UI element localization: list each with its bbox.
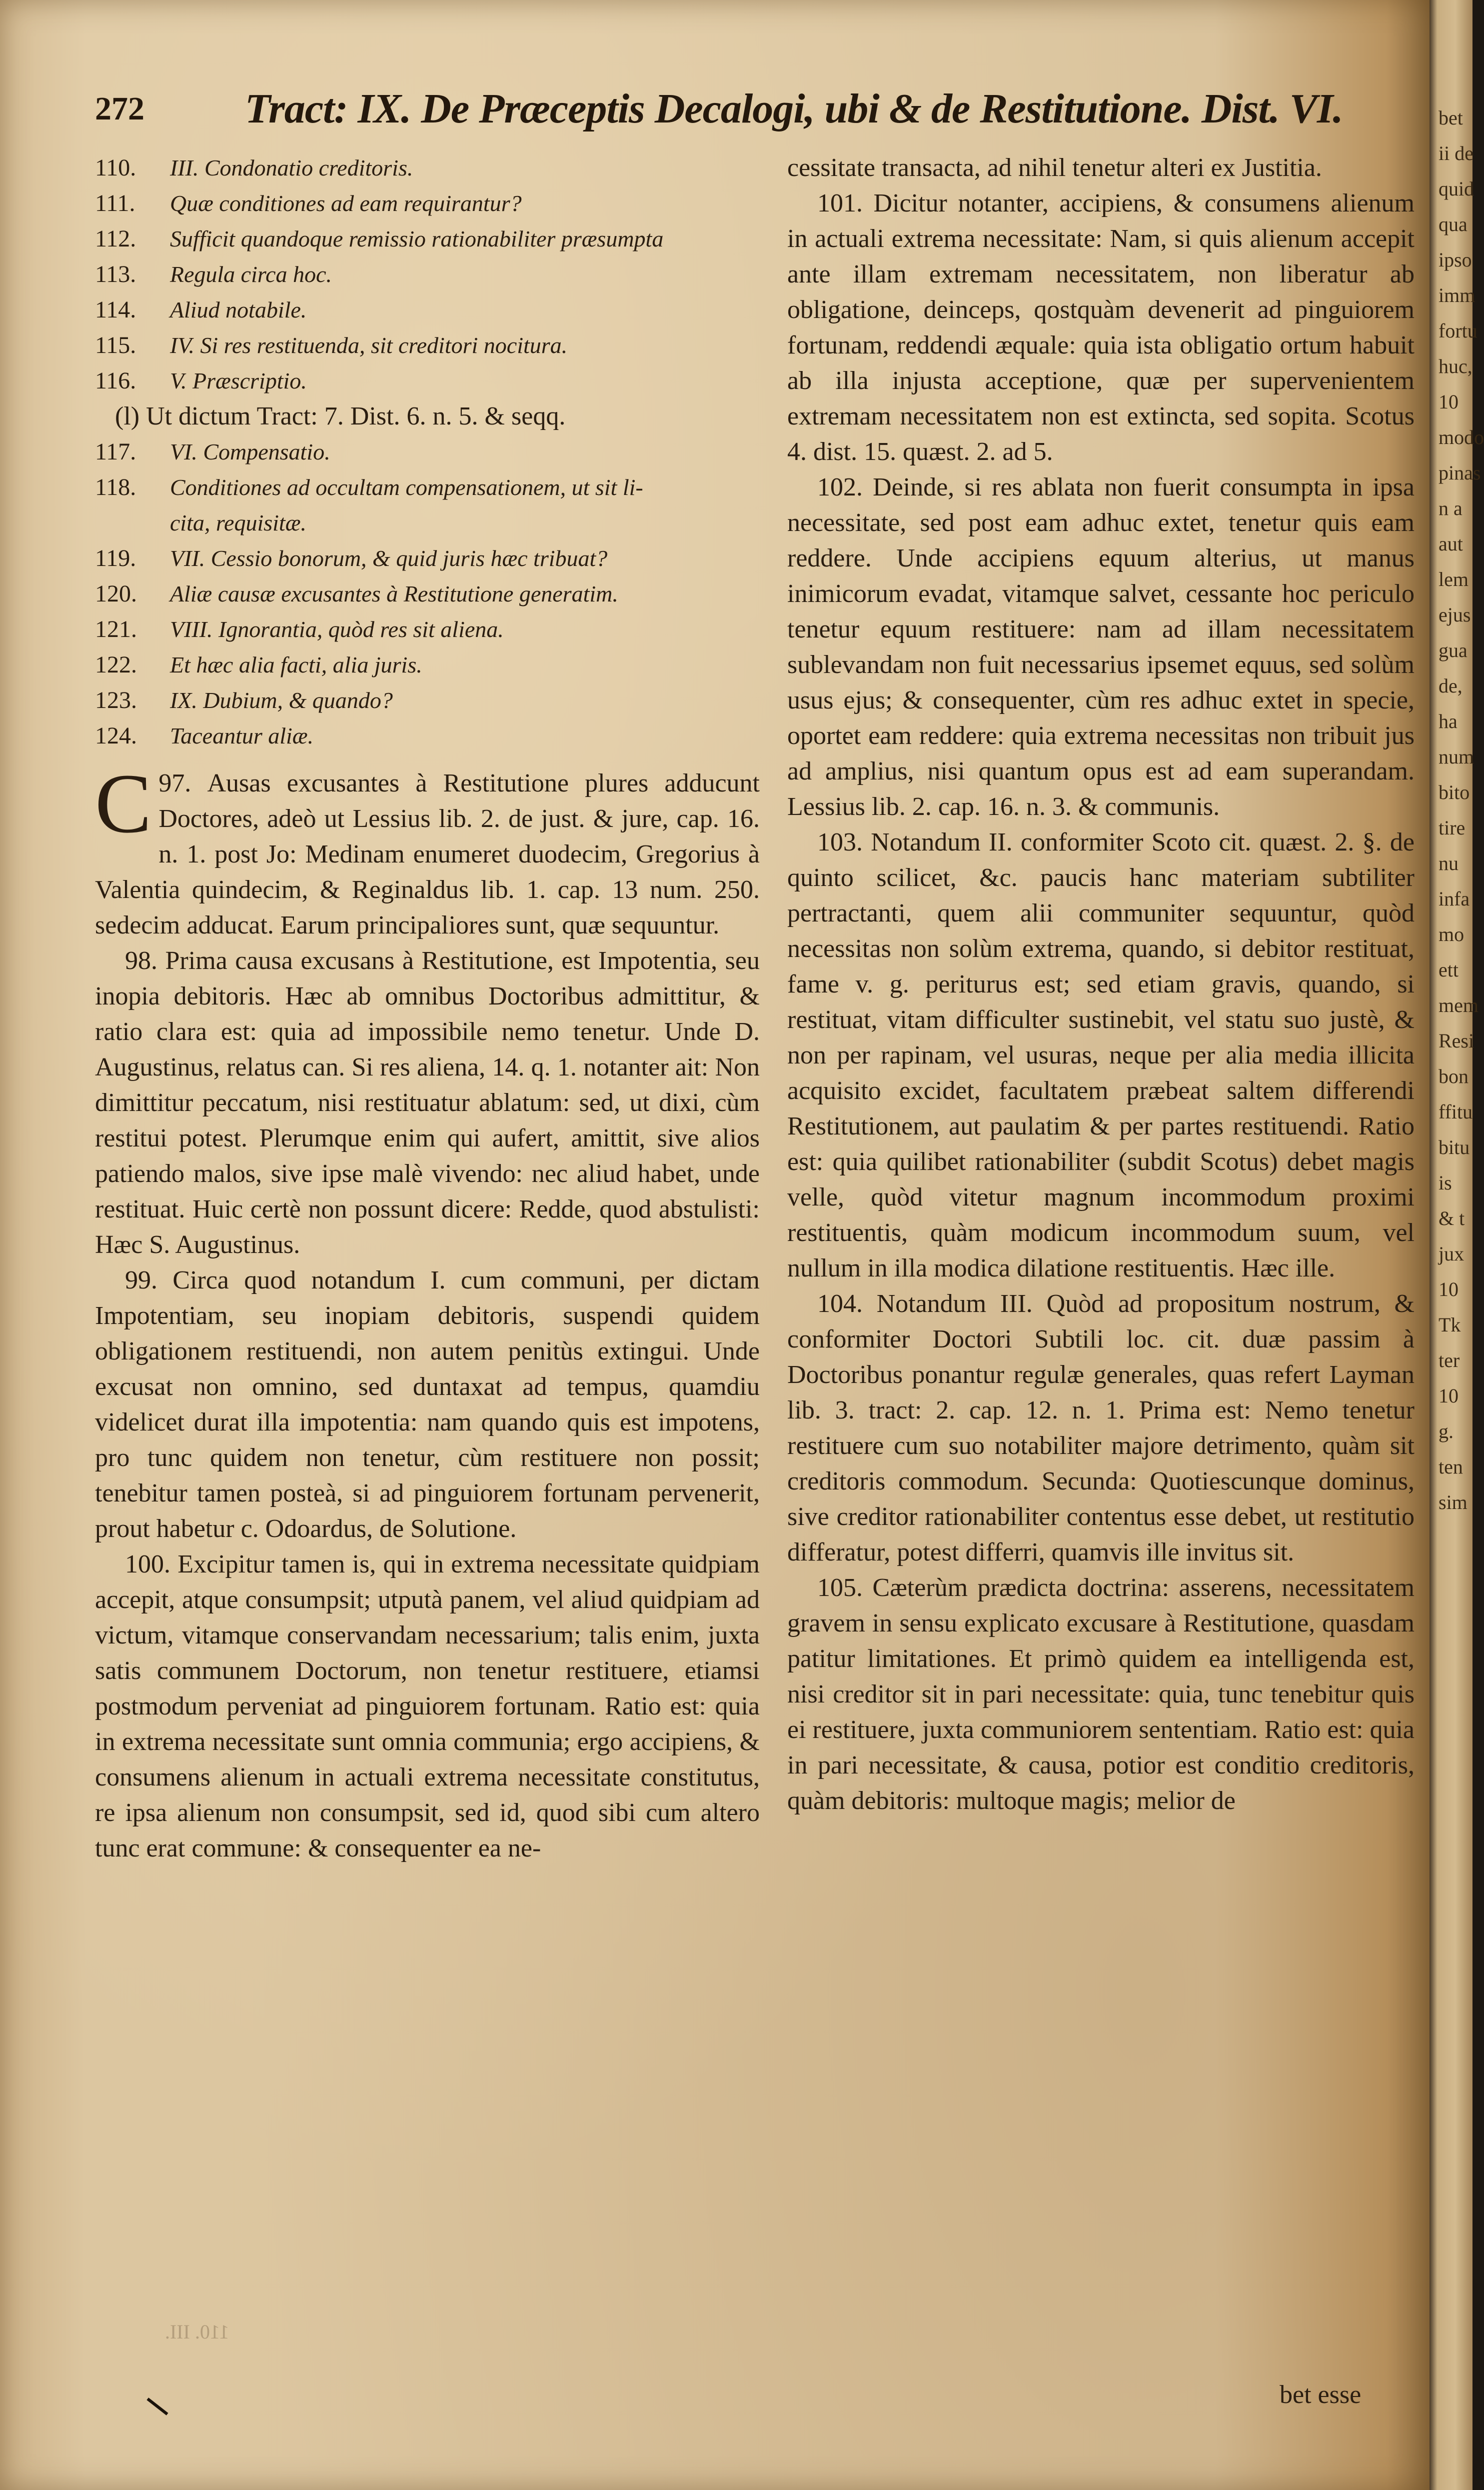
adjacent-page-fragment: fortu	[1439, 320, 1478, 342]
adjacent-page-fragment: g.	[1439, 1420, 1454, 1442]
drop-capital: C	[95, 756, 152, 850]
running-header	[95, 79, 1405, 139]
adjacent-page-fragment: gua	[1439, 639, 1468, 662]
adjacent-page-fragment: quid	[1439, 178, 1475, 200]
toc-item: 114. Aliud notabile.	[95, 296, 307, 323]
catchword: bet esse	[1280, 2380, 1362, 2409]
adjacent-page-fragment: bitu	[1439, 1136, 1470, 1158]
paragraph-97	[95, 756, 760, 943]
paragraph-99: 99. Circa quod notandum I. cum communi, per dictam Impotentiam, seu inopiam debitoris, suspendi quidem obligationem restituendi, non autem penitùs extingui. Unde excusat non omnino, sed duntaxat ad tempus, quamdiu videlicet durat illa impotentia: nam quando quis est impotens, pro tunc quidem non tenetur, cùm restituere non possit; tenebitur tamen posteà, si ad pinguiorem fortunam pervenerit, prout habetur c. Odoardus, de Solutione.	[95, 1266, 760, 1543]
adjacent-page-fragment: bon	[1439, 1065, 1469, 1088]
adjacent-page-fragment: num	[1439, 746, 1475, 768]
adjacent-page-fragment: sim	[1439, 1491, 1468, 1514]
toc-block	[95, 150, 760, 754]
page-number: 272	[95, 90, 144, 127]
adjacent-page-fragment: aut	[1439, 532, 1463, 555]
adjacent-page-fragment: 10	[1439, 1384, 1459, 1407]
left-column	[95, 150, 760, 1866]
adjacent-page-fragment: Tk	[1439, 1314, 1461, 1336]
adjacent-page-fragment: ejus	[1439, 604, 1471, 626]
adjacent-page-fragment: ten	[1439, 1456, 1463, 1478]
adjacent-page-fragment: 10	[1439, 1278, 1459, 1300]
adjacent-page-fragment: 10	[1439, 390, 1459, 413]
paragraph-100-continued: cessitate transacta, ad nihil tenetur alteri ex Justitia.	[787, 154, 1322, 182]
toc-item: 112. Sufficit quandoque remissio rationabiliter præsumpta	[95, 226, 664, 252]
toc-item: 116. V. Præscriptio.	[95, 368, 307, 394]
running-title: Tract: IX. De Præceptis Decalogi, ubi & de Restitutione. Dist. VI.	[245, 86, 1343, 132]
adjacent-page-fragment: ipso	[1439, 248, 1472, 271]
toc-item: 120. Aliæ causæ excusantes à Restitutione generatim.	[95, 580, 618, 607]
adjacent-page-fragment: Resi	[1439, 1030, 1475, 1052]
adjacent-page-fragment: modo	[1439, 426, 1484, 448]
adjacent-page-fragment: mo	[1439, 923, 1465, 946]
adjacent-page-fragment: huc,	[1439, 355, 1473, 378]
paragraph-102: 102. Deinde, si res ablata non fuerit consumpta in ipsa necessitate, sed post eam adhuc extet, tenetur quis eam reddere. Unde accipiens equum alterius, ut manus inimicorum evadat, vitamque salvet, cessante hoc periculo tenetur equum restituere: nam ad illam necessitatem sublevandam non fuit necessarius ipsemet equus, sed solùm usus ejus; & consequenter, cùm res adhuc extet in specie, oportet eam reddere: quia extrema necessitas non tribuit jus ad amplius, nisi quantum opus est ad eam superandam. Lessius lib. 2. cap. 16. n. 3. & communis.	[787, 473, 1415, 821]
adjacent-page-fragment: pinas	[1439, 462, 1481, 484]
toc-item: 118. Conditiones ad occultam compensationem, ut sit li-	[95, 474, 643, 500]
paragraph-103: 103. Notandum II. conformiter Scoto cit. quæst. 2. §. de quinto scilicet, &c. paucis hanc materiam subtiliter pertractanti, quem alii communiter sequuntur, quòd necessitas non solùm extrema, quando, si debitor restituat, fame v. g. periturus est; sed etiam gravis, quando, si restituat, vitam difficulter sustinebit, vel statu suo justè, & non per rapinam, vel usuras, neque per alia media illicita acquisito excidet, facultatem præbeat saltem differendi Restitutionem, aut paulatim & per partes restituendi. Ratio est: quia quilibet rationabiliter (subdit Scotus) debet magis velle, quòd vitetur magnum incommodum proximi restituentis, quàm modicum incommodum suum, vel nullum in illa modica dilatione restituentis. Hæc ille.	[787, 828, 1415, 1282]
toc-note: (l) Ut dictum Tract: 7. Dist. 6. n. 5. & seqq.	[115, 402, 566, 430]
toc-item: 119. VII. Cessio bonorum, & quid juris hæc tribuat?	[95, 545, 608, 572]
page-tear-mark	[146, 2398, 168, 2416]
adjacent-page-fragment: nu	[1439, 852, 1459, 874]
toc-item: 110. III. Condonatio creditoris.	[95, 154, 413, 181]
paragraph-98: 98. Prima causa excusans à Restitutione, est Impotentia, seu inopia debitoris. Hæc ab omnibus Doctoribus admittitur, & ratio clara est: quia ad impossibile nemo tenetur. Unde D. Augustinus, relatus can. Si res aliena, 14. q. 1. notanter ait: Non dimittitur peccatum, nisi restituatur ablatum: sed, ut dixi, cùm restitui potest. Plerumque enim qui aufert, amittit, sive alios patiendo malos, sive ipse malè vivendo: nec aliud habet, unde restituat. Huic certè non possunt dicere: Redde, quod abstulisti: Hæc S. Augustinus.	[95, 946, 760, 1259]
toc-item: 111. Quæ conditiones ad eam requirantur?	[95, 190, 522, 216]
paragraph-100: 100. Excipitur tamen is, qui in extrema necessitate quidpiam accepit, atque consumpsit; utputà panem, vel aliud quidpiam ad victum, vitamque conservandam necessarium; talis enim, juxta satis communem Doctorum, non tenetur restituere, etiamsi postmodum perveniat ad pinguiorem fortunam. Ratio est: quia in extrema necessitate sunt omnia communia; ergo accipiens, & consumens alienum in actuali extrema necessitate constitutus, re ipsa alienum non consumpsit, sed id, quod sibi cum altero tunc erat commune: & consequenter ea ne-	[95, 1550, 760, 1862]
paragraph-101: 101. Dicitur notanter, accipiens, & consumens alienum in actuali extrema necessitate: Nam, si quis alienum accepit ante illam extremam necessitatem, non liberatur ab obligatione, deinceps, qostquàm devenerit ad pinguiorem fortunam, reddendi æquale: quia ista obligatio ortum habuit ab illa injusta acceptione, quæ per supervenientem extremam necessitatem non est extincta, sed sopita. Scotus 4. dist. 15. quæst. 2. ad 5.	[787, 189, 1415, 466]
toc-item: 115. IV. Si res restituenda, sit creditori nocitura.	[95, 332, 568, 358]
adjacent-page-fragment: tire	[1439, 816, 1466, 839]
adjacent-page-fragment: mem	[1439, 994, 1479, 1016]
adjacent-page-fragment: lem	[1439, 568, 1469, 590]
adjacent-page-text	[1439, 100, 1484, 1520]
toc-item: 122. Et hæc alia facti, alia juris.	[95, 652, 422, 678]
right-column	[787, 150, 1415, 1818]
adjacent-page-fragment: qua	[1439, 213, 1468, 236]
adjacent-page-fragment: bet	[1439, 106, 1463, 129]
adjacent-page-fragment: infa	[1439, 888, 1470, 910]
toc-item: 121. VIII. Ignorantia, quòd res sit aliena.	[95, 616, 504, 642]
adjacent-page-fragment: imm	[1439, 284, 1476, 306]
paragraph-number: 97.	[158, 769, 191, 798]
toc-item: 117. VI. Compensatio.	[95, 438, 330, 465]
adjacent-page-fragment: ha	[1439, 710, 1458, 732]
adjacent-page-fragment: jux	[1439, 1242, 1465, 1265]
toc-item: 123. IX. Dubium, & quando?	[95, 687, 393, 714]
paragraph-text: Ausas excusantes à Restitutione plures adducunt Doctores, adeò ut Lessius lib. 2. de just. & jure, cap. 16. n. 1. post Jo: Medinam enumeret duodecim, Gregorius à Valentia quindecim, & Reginaldus lib. 1. cap. 13 num. 250. sedecim adducat. Earum principaliores sunt, quæ sequuntur.	[95, 769, 760, 940]
toc-item: 124. Taceantur aliæ.	[95, 722, 314, 749]
adjacent-page-fragment: is	[1439, 1172, 1452, 1194]
adjacent-page-fragment: bito	[1439, 781, 1470, 804]
adjacent-page-fragment: ter	[1439, 1349, 1460, 1372]
adjacent-page-fragment: n a	[1439, 497, 1463, 520]
paragraph-104: 104. Notandum III. Quòd ad propositum nostrum, & conformiter Doctori Subtili loc. cit. duæ passim à Doctoribus ponantur regulæ generales, quas refert Layman lib. 3. tract: 2. cap. 12. n. 1. Prima est: Nemo tenetur restituere cum suo notabiliter majore detrimento, quàm sit creditoris commodum. Secunda: Quotiescunque dominus, sive creditor rationabiliter contentus esse debet, ut restitutio differatur, potest differri, quamvis ille invitus sit.	[787, 1290, 1415, 1566]
paragraph-105: 105. Cæterùm prædicta doctrina: asserens, necessitatem gravem in sensu explicato excusare à Restitutione, quasdam patitur limitationes. Et primò quidem ea intelligenda est, nisi creditor sit in pari necessitate: quia, tunc tenebitur quis ei restituere, juxta communiorem sententiam. Ratio est: quia in pari necessitate, & causa, potior est conditio creditoris, quàm debitoris: multoque magis; melior de	[787, 1574, 1415, 1815]
adjacent-page-fragment: & t	[1439, 1207, 1465, 1230]
adjacent-page-fragment: de,	[1439, 674, 1463, 697]
toc-item: 113. Regula circa hoc.	[95, 261, 332, 288]
adjacent-page-fragment: ett	[1439, 958, 1459, 981]
toc-item-continuation: cita, requisitæ.	[170, 510, 307, 536]
adjacent-page-fragment: ffitu	[1439, 1100, 1473, 1123]
adjacent-page-fragment: ii de	[1439, 142, 1474, 164]
bleed-through-text: 110. III.	[165, 2320, 229, 2343]
